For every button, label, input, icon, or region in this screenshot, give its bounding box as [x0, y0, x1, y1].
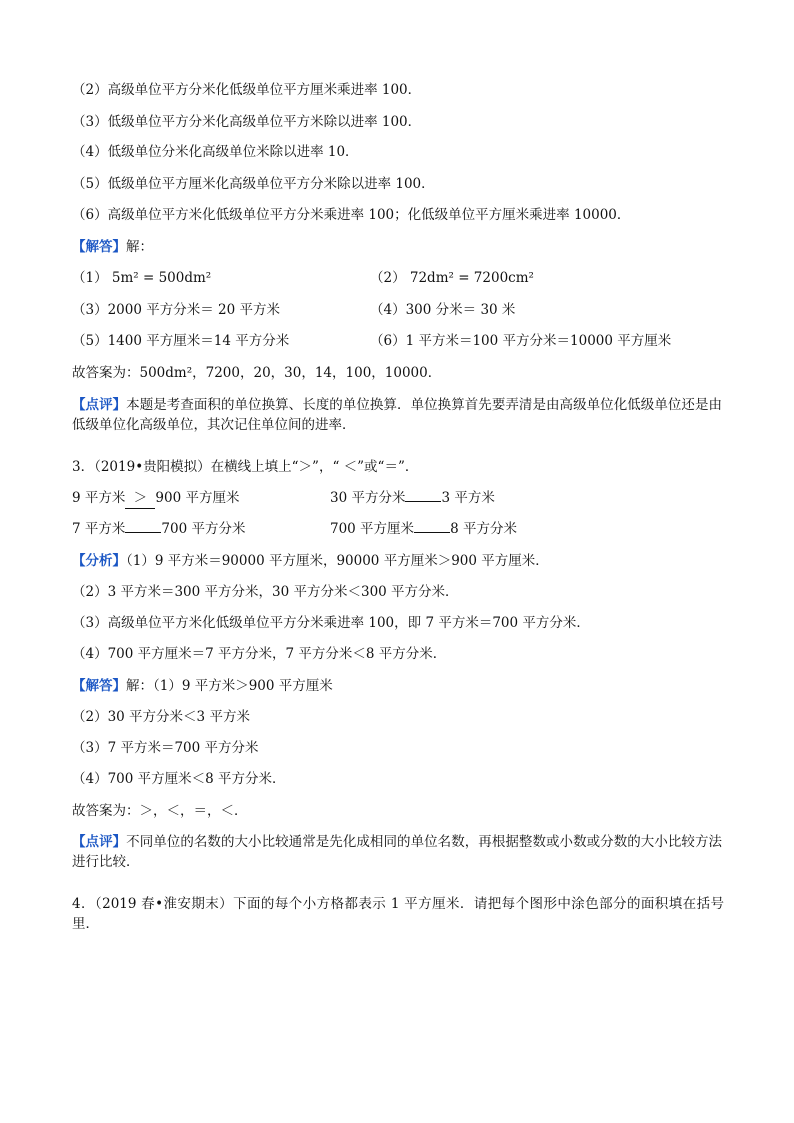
q2-final-answer: 故答案为：500dm²，7200，20，30，14，100，10000．	[72, 365, 442, 381]
answer-text: 解：（1）9 平方米＞900 平方厘米	[126, 678, 333, 694]
q2-answer-right: （4）300 分米＝ 30 米	[370, 302, 516, 318]
q3-analysis-line	[72, 551, 549, 571]
q3-answer-line	[72, 676, 333, 696]
q3-analysis-line: （4）700 平方厘米＝7 平方分米，7 平方分米＜8 平方分米．	[72, 646, 447, 662]
q4-stem	[72, 894, 724, 934]
q3-item	[330, 488, 495, 508]
q3-comment	[72, 832, 722, 872]
item-left: 700 平方厘米	[330, 521, 415, 537]
q3-final-answer: 故答案为：＞，＜，＝，＜．	[72, 803, 248, 819]
analysis-line: （2）高级单位平方分米化低级单位平方厘米乘进率 100．	[72, 82, 422, 98]
comment-text: 本题是考查面积的单位换算、长度的单位换算．单位换算首先要弄清是由高级单位化低级单位还是由低级单位化高级单位，其次记住单位间的进率．	[72, 397, 723, 433]
analysis-text: （1）9 平方米＝90000 平方厘米，90000 平方厘米＞900 平方厘米．	[126, 553, 549, 569]
q3-answer-line: （2）30 平方分米＜3 平方米	[72, 709, 250, 725]
q2-answer-right: （6）1 平方米＝100 平方分米＝10000 平方厘米	[370, 333, 672, 349]
q2-answer-right: （2） 72dm² = 7200cm²	[370, 270, 534, 286]
q3-item	[72, 488, 239, 509]
analysis-tag: 【分析】	[72, 553, 126, 569]
comment-tag: 【点评】	[72, 834, 127, 850]
item-right: 3 平方米	[441, 490, 495, 506]
q3-item	[72, 519, 245, 539]
comment-tag: 【点评】	[72, 397, 127, 413]
answer-blank[interactable]	[125, 532, 161, 533]
item-right: 700 平方分米	[161, 521, 246, 537]
q2-answer-left: （5）1400 平方厘米＝14 平方分米	[72, 333, 290, 349]
item-right: 900 平方厘米	[155, 490, 240, 506]
item-left: 7 平方米	[72, 521, 126, 537]
q3-answer-line: （4）700 平方厘米＜8 平方分米．	[72, 771, 286, 787]
q3-item	[330, 519, 517, 539]
q2-answer-left: （3）2000 平方分米＝ 20 平方米	[72, 302, 280, 318]
answer-blank[interactable]	[405, 501, 441, 502]
item-left: 30 平方分米	[330, 490, 406, 506]
q4-stem-text: 4．（2019 春•淮安期末）下面的每个小方格都表示 1 平方厘米．请把每个图形中涂色部分的面积填在括号里．	[72, 896, 724, 932]
item-right: 8 平方分米	[450, 521, 517, 537]
q3-stem: 3．（2019•贵阳模拟）在横线上填上“＞”，“ ＜”或“＝”．	[72, 459, 419, 475]
q3-answer-line: （3）7 平方米＝700 平方分米	[72, 740, 259, 756]
analysis-line: （6）高级单位平方米化低级单位平方分米乘进率 100；化低级单位平方厘米乘进率 10000．	[72, 207, 631, 223]
comment-text: 不同单位的名数的大小比较通常是先化成相同的单位名数，再根据整数或小数或分数的大小比较方法进行比较．	[72, 834, 723, 870]
answer-blank[interactable]	[414, 532, 450, 533]
answer-blank[interactable]: ＞	[125, 488, 155, 509]
q2-comment	[72, 395, 722, 435]
q2-answer-heading	[72, 237, 153, 257]
analysis-line: （4）低级单位分米化高级单位米除以进率 10．	[72, 144, 359, 160]
answer-tag: 【解答】	[72, 678, 126, 694]
q3-analysis-line: （3）高级单位平方米化低级单位平方分米乘进率 100，即 7 平方米＝700 平方分米．	[72, 615, 590, 631]
q3-analysis-line: （2）3 平方米＝300 平方分米，30 平方分米＜300 平方分米．	[72, 584, 459, 600]
analysis-line: （5）低级单位平方厘米化高级单位平方分米除以进率 100．	[72, 176, 435, 192]
answer-tag: 【解答】	[72, 239, 126, 255]
item-left: 9 平方米	[72, 490, 126, 506]
analysis-line: （3）低级单位平方分米化高级单位平方米除以进率 100．	[72, 114, 422, 130]
q2-answer-left: （1） 5m² = 500dm²	[72, 270, 212, 286]
answer-suffix: 解：	[126, 239, 153, 255]
